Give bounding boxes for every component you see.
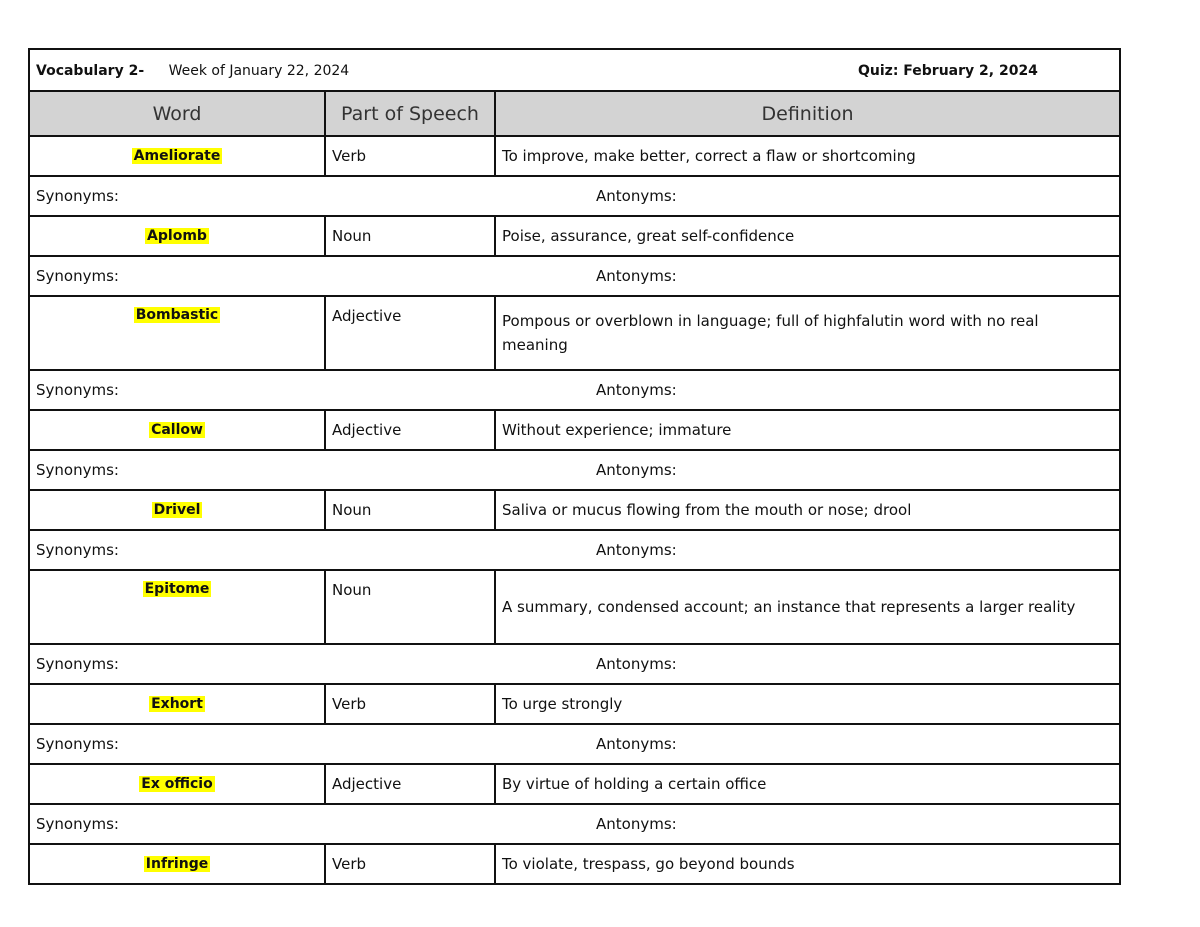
- definition-cell: Pompous or overblown in language; full of highfalutin word with no real meaning: [495, 296, 1120, 370]
- synonyms-antonyms-cell: [29, 370, 1120, 410]
- definition-cell: A summary, condensed account; an instance that represents a larger reality: [495, 570, 1120, 644]
- definition-cell: Without experience; immature: [495, 410, 1120, 450]
- word-cell: [29, 410, 325, 450]
- synonyms-label: Synonyms:: [36, 461, 119, 479]
- word-row: [29, 410, 1120, 450]
- synonyms-label: Synonyms:: [36, 655, 119, 673]
- part-of-speech-cell: Verb: [325, 684, 495, 724]
- word-row: [29, 764, 1120, 804]
- synonyms-antonyms-row: [29, 256, 1120, 296]
- synonyms-antonyms-row: [29, 176, 1120, 216]
- word-cell: [29, 570, 325, 644]
- word-row: [29, 570, 1120, 644]
- synonyms-antonyms-row: [29, 724, 1120, 764]
- week-label: Week of January 22, 2024: [168, 63, 350, 79]
- vocabulary-word: Callow: [151, 422, 203, 438]
- antonyms-label: Antonyms:: [596, 461, 677, 479]
- word-row: [29, 844, 1120, 884]
- antonyms-label: Antonyms:: [596, 815, 677, 833]
- synonyms-antonyms-cell: [29, 644, 1120, 684]
- definition-cell: Poise, assurance, great self-confidence: [495, 216, 1120, 256]
- part-of-speech-cell: Verb: [325, 136, 495, 176]
- antonyms-label: Antonyms:: [596, 735, 677, 753]
- title-left: [36, 63, 349, 79]
- part-of-speech-cell: Adjective: [325, 410, 495, 450]
- vocabulary-label: Vocabulary 2-: [36, 63, 145, 79]
- part-of-speech-cell: Adjective: [325, 764, 495, 804]
- synonyms-antonyms-row: [29, 370, 1120, 410]
- definition-cell: To urge strongly: [495, 684, 1120, 724]
- part-of-speech-cell: Adjective: [325, 296, 495, 370]
- word-cell: [29, 216, 325, 256]
- synonyms-label: Synonyms:: [36, 381, 119, 399]
- synonyms-antonyms-cell: [29, 256, 1120, 296]
- synonyms-antonyms-row: [29, 450, 1120, 490]
- word-cell: [29, 490, 325, 530]
- vocabulary-word: Bombastic: [135, 307, 219, 323]
- synonyms-label: Synonyms:: [36, 815, 119, 833]
- column-header-part-of-speech: Part of Speech: [325, 91, 495, 136]
- vocabulary-table: [28, 48, 1121, 885]
- part-of-speech-cell: Noun: [325, 570, 495, 644]
- word-row: [29, 296, 1120, 370]
- antonyms-label: Antonyms:: [596, 187, 677, 205]
- part-of-speech-cell: Noun: [325, 490, 495, 530]
- vocabulary-word: Ameliorate: [133, 148, 221, 164]
- column-header-definition: Definition: [495, 91, 1120, 136]
- synonyms-label: Synonyms:: [36, 735, 119, 753]
- word-cell: [29, 764, 325, 804]
- quiz-date-label: Quiz: February 2, 2024: [858, 63, 1038, 79]
- word-row: [29, 684, 1120, 724]
- vocabulary-word: Ex officio: [141, 776, 213, 792]
- vocabulary-word: Exhort: [151, 696, 203, 712]
- vocabulary-word: Infringe: [145, 856, 209, 872]
- vocabulary-sheet: [28, 48, 1119, 885]
- synonyms-label: Synonyms:: [36, 541, 119, 559]
- synonyms-label: Synonyms:: [36, 187, 119, 205]
- word-cell: [29, 296, 325, 370]
- synonyms-antonyms-row: [29, 644, 1120, 684]
- antonyms-label: Antonyms:: [596, 267, 677, 285]
- definition-cell: To violate, trespass, go beyond bounds: [495, 844, 1120, 884]
- column-header-word: Word: [29, 91, 325, 136]
- synonyms-label: Synonyms:: [36, 267, 119, 285]
- title-cell: [29, 49, 1120, 91]
- part-of-speech-cell: Noun: [325, 216, 495, 256]
- antonyms-label: Antonyms:: [596, 655, 677, 673]
- vocabulary-word: Drivel: [153, 502, 201, 518]
- word-cell: [29, 684, 325, 724]
- word-cell: [29, 844, 325, 884]
- definition-cell: By virtue of holding a certain office: [495, 764, 1120, 804]
- word-row: [29, 136, 1120, 176]
- synonyms-antonyms-row: [29, 804, 1120, 844]
- definition-cell: To improve, make better, correct a flaw or shortcoming: [495, 136, 1120, 176]
- antonyms-label: Antonyms:: [596, 381, 677, 399]
- synonyms-antonyms-cell: [29, 176, 1120, 216]
- word-row: [29, 216, 1120, 256]
- vocabulary-word: Epitome: [144, 581, 210, 597]
- synonyms-antonyms-cell: [29, 804, 1120, 844]
- antonyms-label: Antonyms:: [596, 541, 677, 559]
- synonyms-antonyms-cell: [29, 530, 1120, 570]
- title-row: [29, 49, 1120, 91]
- part-of-speech-cell: Verb: [325, 844, 495, 884]
- synonyms-antonyms-row: [29, 530, 1120, 570]
- synonyms-antonyms-cell: [29, 450, 1120, 490]
- word-row: [29, 490, 1120, 530]
- definition-cell: Saliva or mucus flowing from the mouth or nose; drool: [495, 490, 1120, 530]
- word-cell: [29, 136, 325, 176]
- vocabulary-word: Aplomb: [147, 228, 207, 244]
- column-header-row: [29, 91, 1120, 136]
- synonyms-antonyms-cell: [29, 724, 1120, 764]
